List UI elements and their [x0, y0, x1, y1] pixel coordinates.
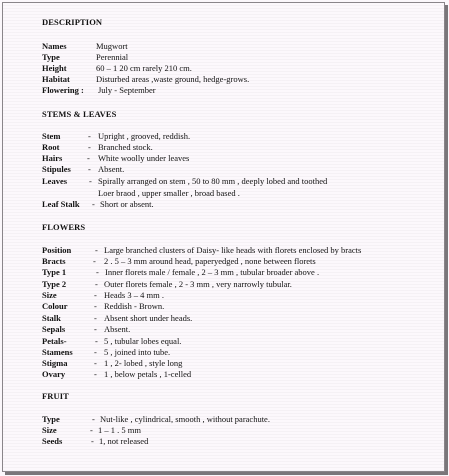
section-heading-fruit: FRUIT — [42, 391, 69, 401]
section-heading-stems-leaves: STEMS & LEAVES — [42, 109, 117, 119]
separator-dash: - — [95, 279, 98, 289]
stems-value: Branched stock. — [98, 142, 153, 152]
separator-dash: - — [88, 142, 91, 152]
separator-dash: - — [96, 267, 99, 277]
fruit-value: 1, not released — [99, 436, 149, 446]
flowers-label: Colour — [42, 301, 68, 311]
separator-dash: - — [91, 436, 94, 446]
fruit-label: Type — [42, 414, 60, 424]
separator-dash: - — [94, 301, 97, 311]
flowers-value: Outer florets female , 2 - 3 mm , very narrowly tubular. — [104, 279, 292, 289]
flowers-value: Inner florets male / female , 2 – 3 mm , tubular broader above . — [105, 267, 320, 277]
separator-dash: - — [89, 176, 92, 186]
desc-value: 60 – 1 20 cm rarely 210 cm. — [96, 63, 192, 73]
stems-label: Leaves — [42, 176, 68, 186]
flowers-value: Absent short under heads. — [104, 313, 193, 323]
flowers-label: Sepals — [42, 324, 66, 334]
fruit-value: Nut-like , cylindrical, smooth , without parachute. — [100, 414, 270, 424]
stems-label: Stipules — [42, 164, 71, 174]
desc-label: Type — [42, 52, 60, 62]
separator-dash: - — [92, 414, 95, 424]
flowers-value: Absent. — [104, 324, 131, 334]
stems-value: Absent. — [98, 164, 125, 174]
stems-label: Hairs — [42, 153, 63, 163]
flowers-label: Size — [42, 290, 57, 300]
desc-value: Disturbed areas ,waste ground, hedge-grows. — [96, 74, 250, 84]
separator-dash: - — [88, 131, 91, 141]
flowers-value: 5 , tubular lobes equal. — [104, 336, 182, 346]
separator-dash: - — [92, 199, 95, 209]
flowers-label: Petals- — [42, 336, 67, 346]
desc-label: Names — [42, 41, 67, 51]
stems-value: White woolly under leaves — [98, 153, 190, 163]
separator-dash: - — [94, 369, 97, 379]
stems-value: Spirally arranged on stem , 50 to 80 mm , deeply lobed and toothed — [98, 176, 328, 186]
separator-dash: - — [93, 256, 96, 266]
stems-value: Loer braod , upper smaller , broad based . — [98, 188, 240, 198]
flowers-value: Large branched clusters of Daisy- like heads with florets enclosed by bracts — [104, 245, 362, 255]
flowers-label: Bracts — [42, 256, 66, 266]
separator-dash: - — [94, 290, 97, 300]
flowers-label: Stamens — [42, 347, 73, 357]
flowers-label: Type 1 — [42, 267, 67, 277]
section-heading-description: DESCRIPTION — [42, 17, 103, 27]
fruit-label: Seeds — [42, 436, 63, 446]
fruit-label: Size — [42, 425, 57, 435]
separator-dash: - — [88, 164, 91, 174]
flowers-label: Position — [42, 245, 72, 255]
desc-label: Flowering : — [42, 85, 84, 95]
separator-dash: - — [94, 324, 97, 334]
separator-dash: - — [94, 313, 97, 323]
flowers-label: Stigma — [42, 358, 68, 368]
stems-label: Root — [42, 142, 60, 152]
stems-value: Upright , grooved, reddish. — [98, 131, 191, 141]
desc-value: Mugwort — [96, 41, 128, 51]
flowers-value: 2 . 5 – 3 mm around head, paperyedged , none between florets — [104, 256, 316, 266]
desc-value: Perennial — [96, 52, 129, 62]
desc-label: Habitat — [42, 74, 70, 84]
separator-dash: - — [95, 336, 98, 346]
stems-label: Leaf Stalk — [42, 199, 80, 209]
fruit-value: 1 – 1 . 5 mm — [98, 425, 141, 435]
stems-label: Stem — [42, 131, 61, 141]
separator-dash: - — [95, 245, 98, 255]
flowers-label: Type 2 — [42, 279, 67, 289]
flowers-value: Heads 3 – 4 mm . — [104, 290, 164, 300]
flowers-value: Reddish - Brown. — [104, 301, 165, 311]
stems-value: Short or absent. — [100, 199, 154, 209]
separator-dash: - — [87, 153, 90, 163]
separator-dash: - — [94, 358, 97, 368]
flowers-label: Stalk — [42, 313, 61, 323]
flowers-value: 1 , below petals , 1-celled — [104, 369, 192, 379]
flowers-value: 5 , joined into tube. — [104, 347, 171, 357]
flowers-label: Ovary — [42, 369, 66, 379]
desc-label: Height — [42, 63, 67, 73]
separator-dash: - — [90, 425, 93, 435]
separator-dash: - — [94, 347, 97, 357]
desc-value: July - September — [98, 85, 156, 95]
section-heading-flowers: FLOWERS — [42, 222, 86, 232]
flowers-value: 1 , 2- lobed , style long — [104, 358, 183, 368]
